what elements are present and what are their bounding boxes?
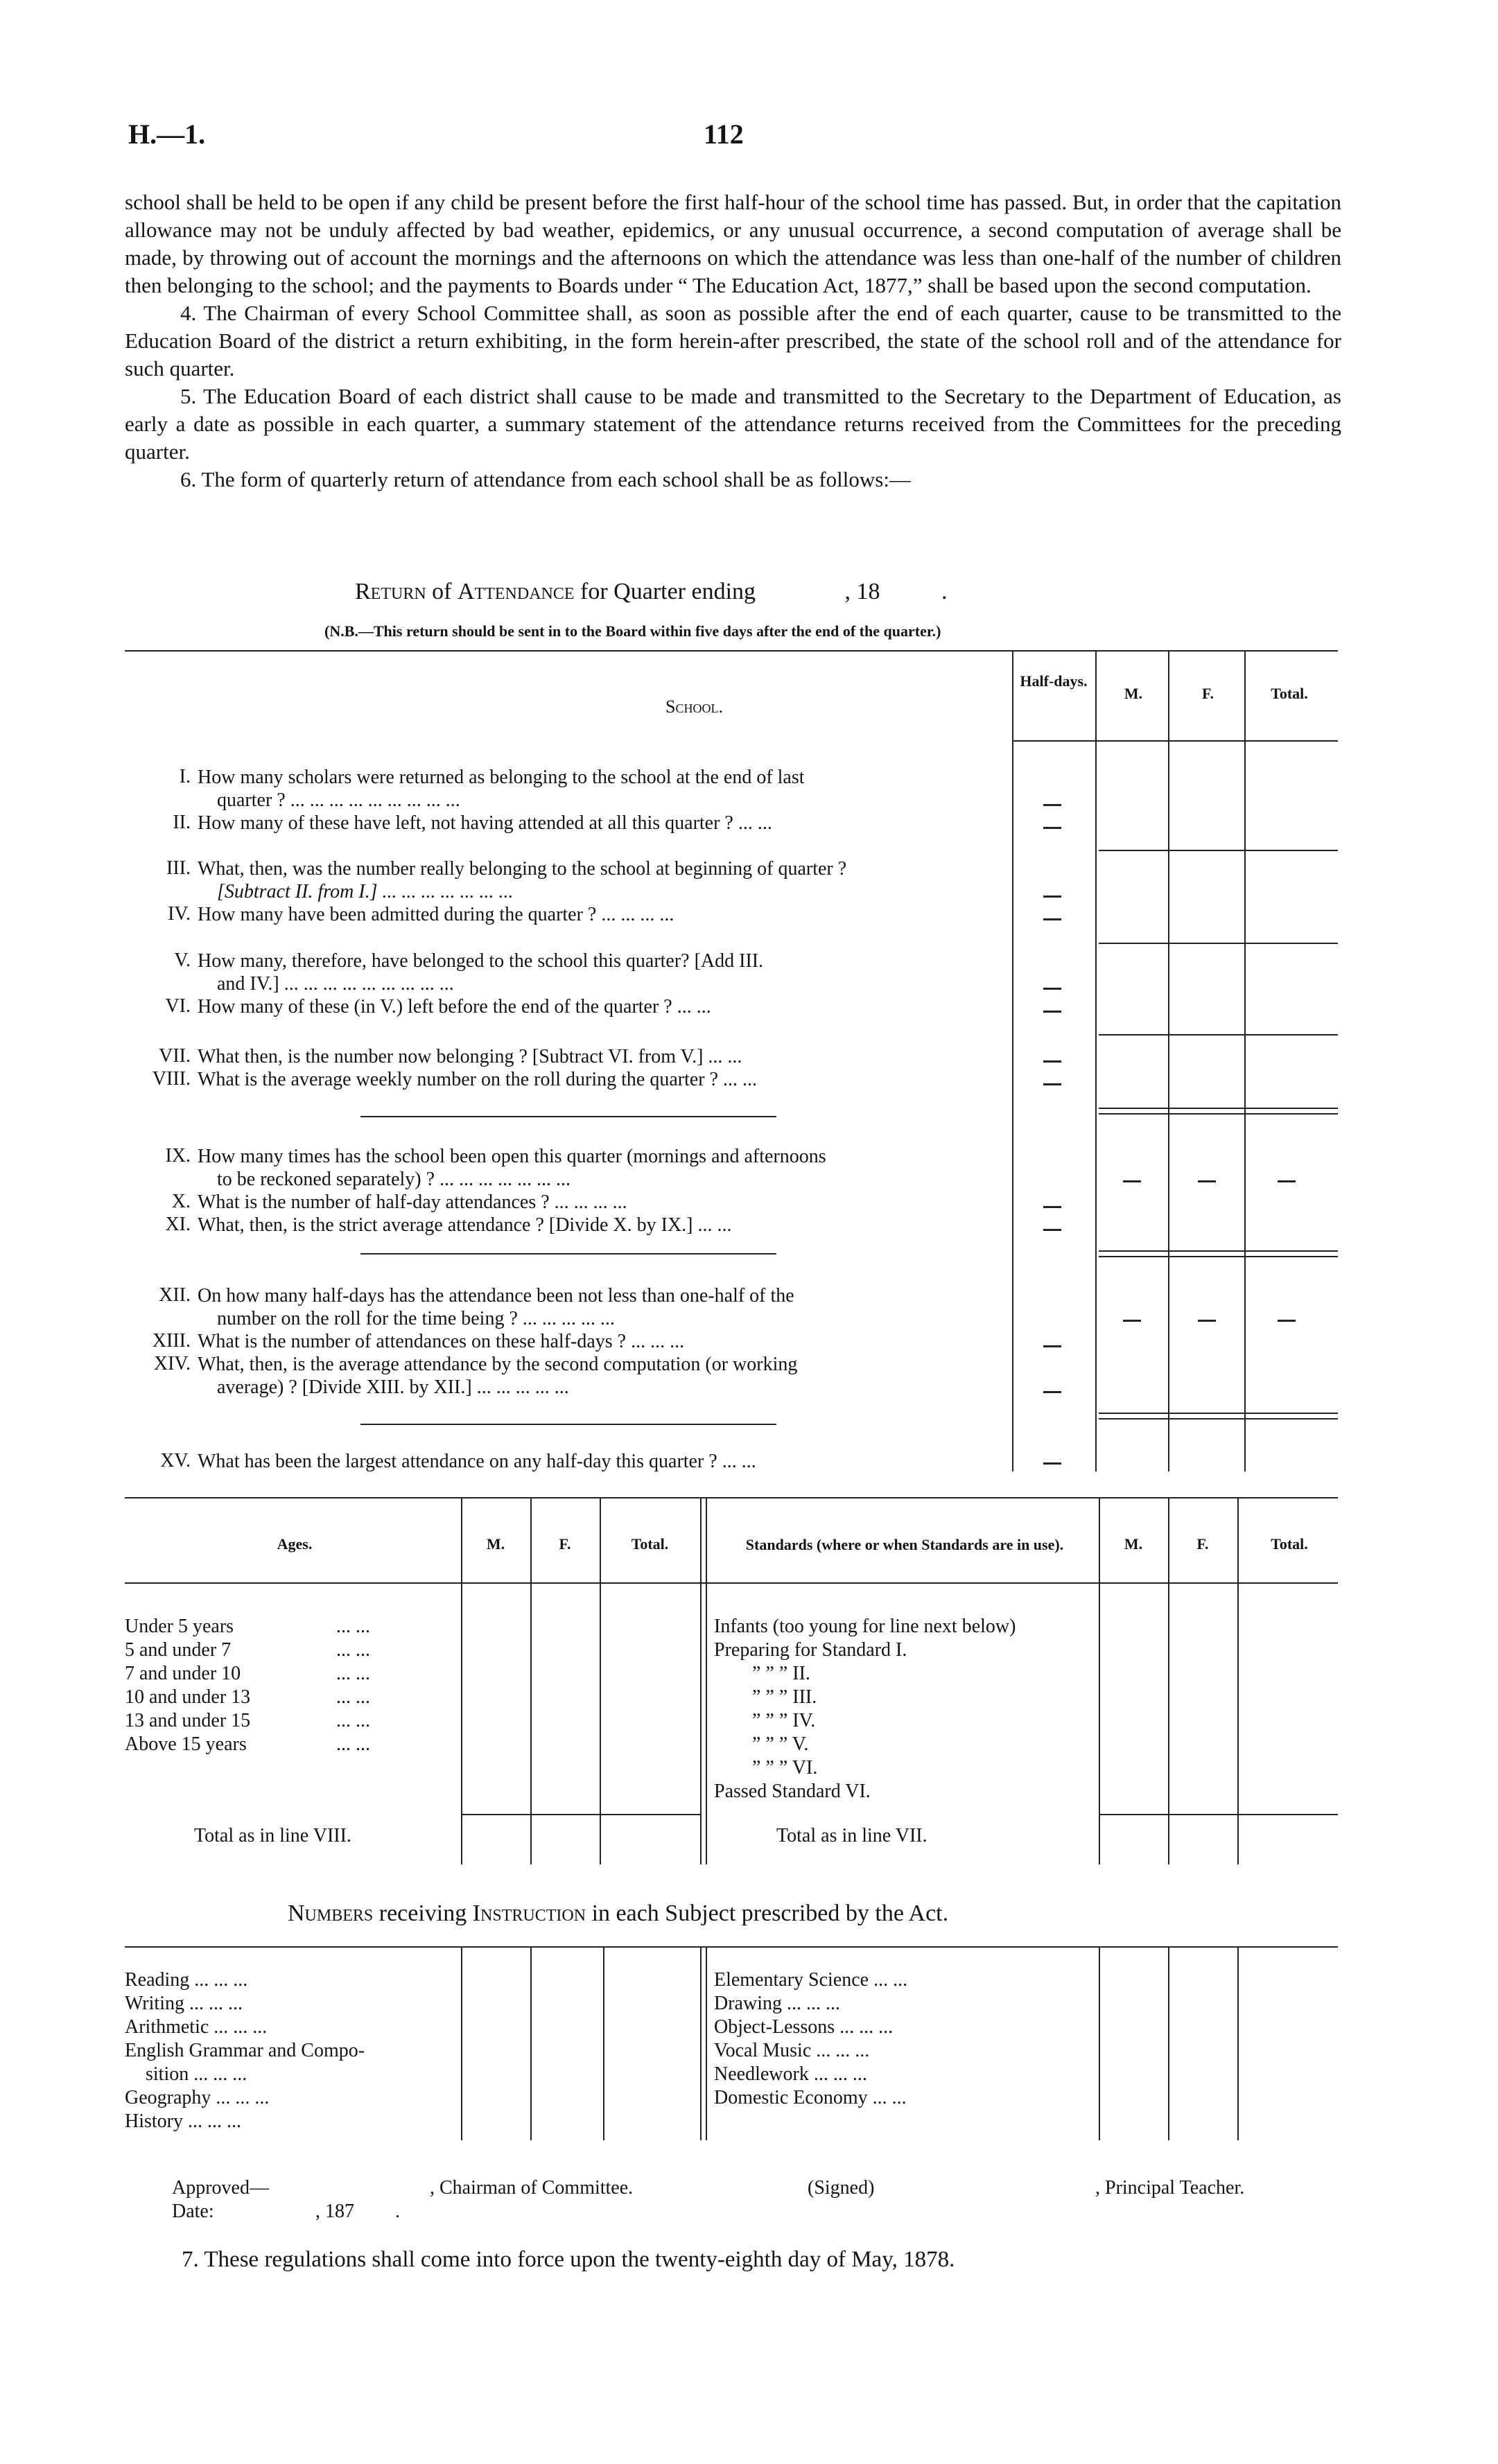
question-line: On how many half-days has the attendance been not less than one-half of the (198, 1285, 794, 1307)
ages-total-label: Total as in line VIII. (194, 1825, 351, 1846)
standard-row: ” ” ” VI. (752, 1757, 818, 1779)
question-line: and IV.] ... ... ... ... ... ... ... ... ... (217, 973, 454, 995)
question-num: XV. (160, 1450, 191, 1471)
ages-m-header: M. (486, 1535, 505, 1553)
subject-row: Geography ... ... ... (125, 2087, 270, 2108)
question-num: XIII. (152, 1330, 191, 1352)
ages-header: Ages. (277, 1535, 313, 1553)
question-num: VIII. (152, 1068, 191, 1090)
question-text: What is the number of attendances on these half-days ? ... ... ... (198, 1331, 685, 1352)
subject-row: Drawing ... ... ... (714, 1993, 840, 2014)
dash-mark (1123, 1180, 1141, 1182)
subjects-col-divider (1099, 1946, 1100, 2140)
age-row-dots: ... ... (336, 1639, 370, 1661)
question-num: III. (166, 857, 191, 879)
dash-mark (1043, 988, 1061, 990)
subject-row: Needlework ... ... ... (714, 2063, 867, 2085)
ages-col-divider (530, 1497, 532, 1864)
subjects-top-rule (125, 1946, 1338, 1948)
dash-mark (1043, 1206, 1061, 1208)
question-text: How many of these (in V.) left before the end of the quarter ? ... ... (198, 996, 711, 1017)
question-num: X. (171, 1191, 191, 1212)
question-line: What, then, is the average attendance by the second computation (or working (198, 1354, 798, 1375)
paragraph-5: 5. The Education Board of each district shall cause to be made and transmitted to the Secretary to the Department of Education, as early a date as possible in each quarter, a summary statement of the attendance returns received from the Committees for the preceding quarter. (125, 384, 1341, 464)
standards-total-label: Total as in line VII. (776, 1825, 927, 1846)
standards-total-header: Total. (1271, 1535, 1308, 1553)
question-text: What, then, is the strict average attendance ? [Divide X. by IX.] ... ... (198, 1214, 732, 1236)
standard-row: Preparing for Standard I. (714, 1639, 907, 1661)
ages-total-header: Total. (631, 1535, 669, 1553)
question-text (198, 1353, 1012, 1399)
intro-text (125, 189, 1341, 493)
age-row: Above 15 years (125, 1733, 247, 1755)
dash-mark (1043, 1083, 1061, 1085)
dash-mark (1043, 804, 1061, 806)
col-divider-m (1168, 650, 1169, 1471)
section-rule (360, 1424, 776, 1425)
subject-row: History ... ... ... (125, 2111, 241, 2132)
question-num: IX. (165, 1145, 191, 1167)
col-m-header: M. (1124, 685, 1143, 702)
dash-mark (1198, 1320, 1216, 1322)
question-line: quarter ? ... ... ... ... ... ... ... ... ... (217, 789, 460, 811)
question-text: How many have been admitted during the quarter ? ... ... ... ... (198, 904, 674, 925)
intro-paragraph: school shall be held to be open if any child be present before the first half-hour of the school time has passed. But, in order that the capitation allowance may not be unduly affected by bad weather, epidemics, or any unusual occurrence, a second computation of average shall be made, by throwing out of account the mornings and the afternoons on which the attendance was less than one-half of the number of children then belonging to the school; and the payments to Boards under “ The Education Act, 1877,” shall be based upon the second computation. (125, 190, 1341, 297)
question-line: to be reckoned separately) ? ... ... ... ... ... ... ... (217, 1169, 571, 1190)
standard-row: ” ” ” II. (752, 1663, 810, 1684)
teacher-label: , Principal Teacher. (1095, 2177, 1245, 2199)
form-title-attendance: Attendance (458, 579, 575, 604)
date-label: Date: (172, 2201, 214, 2222)
question-line: What, then, was the number really belonging to the school at beginning of quarter ? (198, 858, 847, 880)
col-divider-half (1095, 650, 1097, 1471)
form-title-period: . (941, 579, 948, 604)
col-half-header: Half-days. (1020, 672, 1088, 690)
date-year: , 187 (315, 2201, 354, 2222)
question-text (198, 857, 1012, 903)
ages-col-divider (1099, 1497, 1100, 1864)
col-f-header: F. (1202, 685, 1214, 702)
paragraph-4: 4. The Chairman of every School Committee shall, as soon as possible after the end of each quarter, cause to be transmitted to the Education Board of the district a return exhibiting, in the form herein-after prescribed, the state of the school roll and of the attendance for such quarter. (125, 301, 1341, 381)
dash-mark (1043, 918, 1061, 920)
date-end: . (395, 2201, 400, 2222)
col-divider-f (1244, 650, 1246, 1471)
age-row-dots: ... ... (336, 1616, 370, 1637)
form-title-year: , 18 (844, 579, 880, 604)
subject-row: Domestic Economy ... ... (714, 2087, 907, 2108)
question-text: What then, is the number now belonging ? [Subtract VI. from V.] ... ... (198, 1046, 742, 1067)
numbers-title-c: Instruction (472, 1901, 586, 1926)
paragraph-6: 6. The form of quarterly return of attendance from each school shall be as follows:— (180, 467, 911, 491)
row-rule-double (1099, 1256, 1338, 1257)
standard-row: Infants (too young for line next below) (714, 1616, 1016, 1637)
subjects-col-divider (603, 1946, 604, 2140)
dash-mark (1043, 1011, 1061, 1013)
ages-col-divider (461, 1497, 462, 1864)
standard-row: ” ” ” III. (752, 1686, 817, 1708)
subjects-col-divider (700, 1946, 702, 2140)
dash-mark (1043, 1060, 1061, 1063)
question-line: How many times has the school been open this quarter (mornings and afternoons (198, 1146, 826, 1167)
table-top-rule (125, 650, 1338, 652)
age-row-dots: ... ... (336, 1710, 370, 1731)
dash-mark (1043, 827, 1061, 829)
section-rule (360, 1116, 776, 1117)
row-rule (1099, 1034, 1338, 1036)
col-total-header: Total. (1271, 685, 1308, 702)
standards-header: Standards (where or when Standards are in use). (745, 1536, 1064, 1553)
numbers-title-d: in each Subject prescribed by the Act. (591, 1901, 949, 1926)
approved-label: Approved— (172, 2177, 269, 2199)
ages-total-rule (461, 1814, 700, 1815)
form-title-of: of (432, 579, 452, 604)
ages-col-divider (700, 1497, 702, 1864)
subjects-col-divider-double (706, 1946, 707, 2140)
question-text (198, 766, 1012, 812)
numbers-title (288, 1901, 948, 1927)
ages-col-divider (1237, 1497, 1239, 1864)
row-rule (1099, 1413, 1338, 1414)
question-text: What has been the largest attendance on any half-day this quarter ? ... ... (198, 1451, 756, 1472)
subject-row: sition ... ... ... (146, 2063, 247, 2085)
question-text: What is the average weekly number on the roll during the quarter ? ... ... (198, 1069, 758, 1090)
question-num: VII. (159, 1045, 191, 1067)
age-row-dots: ... ... (336, 1733, 370, 1755)
row-rule-double (1099, 1113, 1338, 1115)
question-num: XIV. (153, 1353, 191, 1374)
dash-mark (1278, 1180, 1296, 1182)
ages-header-rule (125, 1582, 1338, 1584)
age-row: 13 and under 15 (125, 1710, 251, 1731)
question-line: [Subtract II. from I.] ... ... ... ... ... ... ... (217, 881, 514, 902)
subjects-col-divider (461, 1946, 462, 2140)
subjects-col-divider (1237, 1946, 1239, 2140)
age-row: 5 and under 7 (125, 1639, 232, 1661)
row-rule (1099, 1250, 1338, 1252)
chairman-label: , Chairman of Committee. (430, 2177, 634, 2199)
row-rule (1099, 943, 1338, 944)
form-note: (N.B.—This return should be sent in to the Board within five days after the end of the quarter.) (324, 622, 941, 640)
question-num: VI. (165, 995, 191, 1017)
section-rule (360, 1253, 776, 1255)
numbers-title-b: receiving (378, 1901, 467, 1926)
standards-total-rule (1099, 1814, 1338, 1815)
standard-row: ” ” ” IV. (752, 1710, 816, 1731)
age-row-dots: ... ... (336, 1686, 370, 1708)
dash-mark (1043, 895, 1061, 898)
subject-row: Vocal Music ... ... ... (714, 2040, 870, 2061)
question-text: How many of these have left, not having attended at all this quarter ? ... ... (198, 812, 772, 834)
question-line: number on the roll for the time being ? ... ... ... ... ... (217, 1308, 615, 1329)
ages-col-divider (600, 1497, 601, 1864)
signed-label: (Signed) (808, 2177, 875, 2199)
ages-col-divider (1168, 1497, 1169, 1864)
question-text (198, 950, 1012, 995)
dash-mark (1278, 1320, 1296, 1322)
col-school-header (665, 697, 723, 717)
row-rule-double (1099, 1418, 1338, 1419)
page-number: 112 (704, 119, 744, 150)
subject-row: Writing ... ... ... (125, 1993, 243, 2014)
dash-mark (1123, 1320, 1141, 1322)
question-line: How many, therefore, have belonged to the school this quarter? [Add III. (198, 950, 764, 972)
subjects-col-divider (1168, 1946, 1169, 2140)
form-title (355, 579, 948, 605)
dash-mark (1043, 1462, 1061, 1465)
dash-mark (1198, 1180, 1216, 1182)
age-row-dots: ... ... (336, 1663, 370, 1684)
header-bottom-rule (1012, 740, 1338, 742)
question-text: What is the number of half-day attendances ? ... ... ... ... (198, 1191, 627, 1213)
question-text (198, 1284, 1012, 1330)
numbers-title-a: Numbers (288, 1901, 374, 1926)
standards-f-header: F. (1196, 1535, 1209, 1553)
question-num: XII. (159, 1284, 191, 1306)
row-rule (1099, 1108, 1338, 1109)
form-title-quarter: for Quarter ending (580, 579, 756, 604)
subject-row: Elementary Science ... ... (714, 1969, 908, 1991)
question-num: XI. (165, 1214, 191, 1235)
paragraph-7: 7. These regulations shall come into force upon the twenty-eighth day of May, 1878. (182, 2247, 955, 2272)
question-line: How many scholars were returned as belonging to the school at the end of last (198, 767, 805, 788)
row-rule (1099, 850, 1338, 851)
subject-row: English Grammar and Compo- (125, 2040, 365, 2061)
question-line: average) ? [Divide XIII. by XII.] ... ... ... ... ... (217, 1377, 569, 1398)
age-row: Under 5 years (125, 1616, 234, 1637)
subjects-col-divider (530, 1946, 532, 2140)
subject-row: Object-Lessons ... ... ... (714, 2016, 894, 2038)
ages-f-header: F. (559, 1535, 571, 1553)
age-row: 7 and under 10 (125, 1663, 241, 1684)
standard-row: Passed Standard VI. (714, 1781, 871, 1802)
subject-row: Reading ... ... ... (125, 1969, 248, 1991)
age-row: 10 and under 13 (125, 1686, 251, 1708)
question-text (198, 1145, 1012, 1191)
document-code: H.—1. (128, 119, 206, 150)
standards-m-header: M. (1124, 1535, 1143, 1553)
dash-mark (1043, 1345, 1061, 1347)
subject-row: Arithmetic ... ... ... (125, 2016, 268, 2038)
standard-row: ” ” ” V. (752, 1733, 809, 1755)
question-num: V. (174, 950, 191, 971)
dash-mark (1043, 1391, 1061, 1393)
question-num: I. (179, 766, 191, 787)
col-divider-school (1012, 650, 1013, 1471)
form-title-return: Return (355, 579, 426, 604)
dash-mark (1043, 1229, 1061, 1231)
question-num: IV. (168, 903, 191, 925)
ages-col-divider-double (706, 1497, 707, 1864)
ages-table-top-rule (125, 1497, 1338, 1499)
question-num: II. (173, 812, 191, 833)
col-school-label: School. (665, 697, 723, 717)
